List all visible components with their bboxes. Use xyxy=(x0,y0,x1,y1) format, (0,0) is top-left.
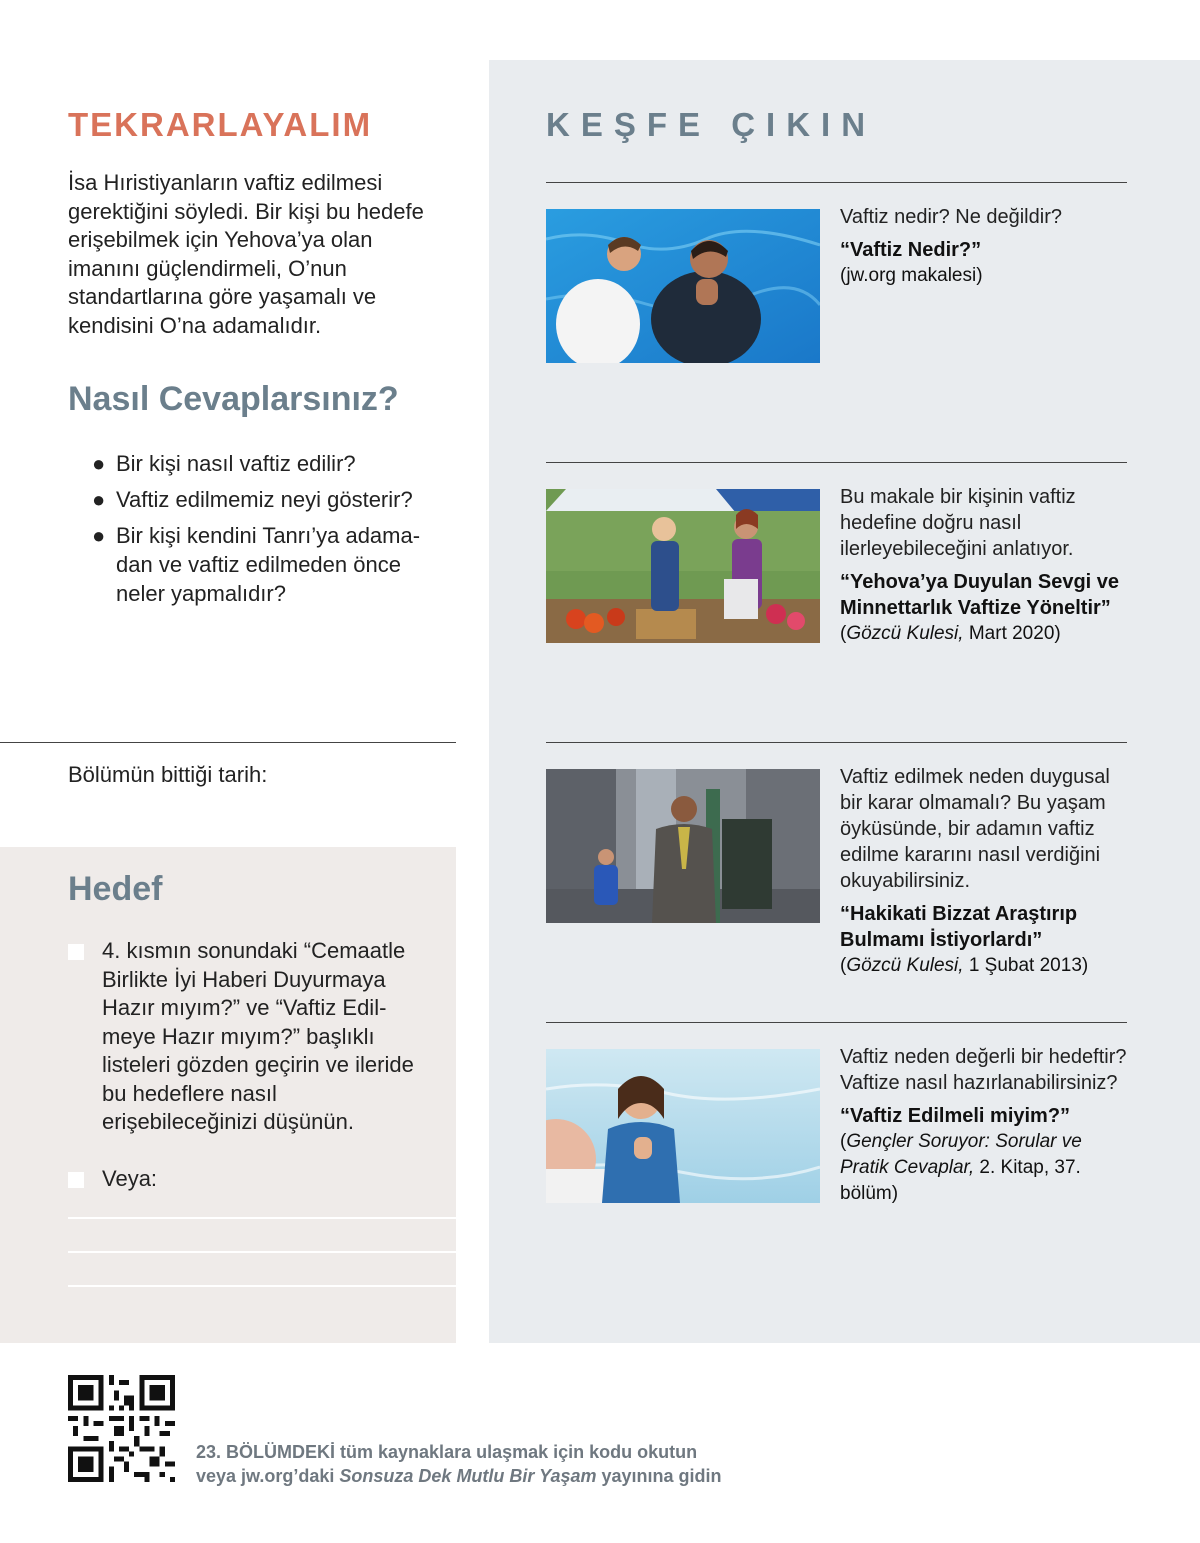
checkbox[interactable] xyxy=(68,1172,84,1188)
explore-desc: Vaftiz edilmek neden duygusal bir karar olmamalı? Bu yaşam öyküsünde, bir adamın vaftiz edilme kararını nasıl verdiğini okuyabilirsiniz. xyxy=(840,766,1110,892)
footer-note: 23. BÖLÜMDEKİ tüm kaynaklara ulaşmak için kodu okutun veya jw.org’daki Sonsuza Dek Mutlu Bir Yaşam yayınına gidin xyxy=(196,1442,722,1486)
explore-title: KEŞFE ÇIKIN xyxy=(546,106,877,143)
explore-desc: Vaftiz nedir? Ne değildir? xyxy=(840,206,1062,228)
bullet-icon: ● xyxy=(92,487,106,512)
goal-item-alternative: Veya: xyxy=(68,1165,428,1194)
questions-title: Nasıl Cevaplarsınız? xyxy=(68,380,399,418)
qr-code-icon[interactable] xyxy=(68,1375,175,1482)
explore-item xyxy=(840,204,1130,289)
checkbox[interactable] xyxy=(68,944,84,960)
explore-link[interactable]: “Vaftiz Edilmeli miyim?” xyxy=(840,1105,1071,1127)
young-woman-baptism-photo xyxy=(546,1049,820,1203)
writing-line[interactable] xyxy=(68,1217,456,1219)
explore-divider xyxy=(546,462,1127,463)
bullet-icon: ● xyxy=(92,523,106,548)
writing-line[interactable] xyxy=(68,1285,456,1287)
list-item: ● Vaftiz edilmemiz neyi gösterir? xyxy=(92,487,413,512)
explore-divider xyxy=(546,1022,1127,1023)
review-title: TEKRARLAYALIM xyxy=(68,106,373,143)
finish-date-label: Bölümün bittiği tarih: xyxy=(68,762,268,787)
explore-divider xyxy=(546,182,1127,183)
explore-item xyxy=(840,484,1130,647)
explore-desc: Bu makale bir kişinin vaftiz hedefine doğru nasıl ilerleyebileceğini anlatıyor. xyxy=(840,486,1076,560)
list-item: ● Bir kişi kendini Tanrı’ya adamadan ve vaftiz edilmeden önce neler yapmalıdır? xyxy=(92,523,421,606)
list-item: ● Bir kişi nasıl vaftiz edilir? xyxy=(92,451,356,476)
review-body: İsa Hıristiyanların vaftiz edilmesi gerektiğini söyledi. Bir kişi bu hedefe erişebilmek için Yehova’ya olan imanını güçlendirmeli, O’nun standartlarına göre yaşamalı ve kendisini O’na adamalıdır. xyxy=(68,170,424,338)
explore-link[interactable]: “Vaftiz Nedir?” xyxy=(840,239,982,261)
explore-link[interactable]: “Hakikati Bizzat Araştırıp Bulmamı İstiyorlardı” xyxy=(840,903,1078,951)
explore-source: (Gençler Soruyor: Sorular ve Pratik Cevaplar, 2. Kitap, 37. bölüm) xyxy=(840,1131,1082,1204)
explore-item xyxy=(840,1044,1130,1207)
explore-source: (Gözcü Kulesi, 1 Şubat 2013) xyxy=(840,955,1089,976)
explore-link[interactable]: “Yehova’ya Duyulan Sevgi ve Minnettarlık Vaftize Yöneltir” xyxy=(840,571,1120,619)
explore-source: (Gözcü Kulesi, Mart 2020) xyxy=(840,623,1061,644)
section-divider xyxy=(0,742,456,743)
explore-item xyxy=(840,764,1130,979)
baptism-pool-photo xyxy=(546,209,820,363)
explore-divider xyxy=(546,742,1127,743)
city-man-photo xyxy=(546,769,820,923)
market-witnessing-photo xyxy=(546,489,820,643)
explore-desc: Vaftiz neden değerli bir hedeftir? Vaftize nasıl hazırlanabilirsiniz? xyxy=(840,1046,1127,1094)
bullet-icon: ● xyxy=(92,451,106,476)
explore-source: (jw.org makalesi) xyxy=(840,265,983,286)
goal-title: Hedef xyxy=(68,870,163,908)
writing-line[interactable] xyxy=(68,1251,456,1253)
goal-item: 4. kısmın sonundaki “Cemaatle Birlikte İyi Haberi Duyurmaya Hazır mıyım?” ve “Vaftiz Edilmeye Hazır mıyım?” başlıklı listeleri gözden geçirin ve ileride bu hedeflere nasıl erişebileceğinizi düşünün. xyxy=(68,937,428,1137)
questions-list xyxy=(92,449,442,615)
